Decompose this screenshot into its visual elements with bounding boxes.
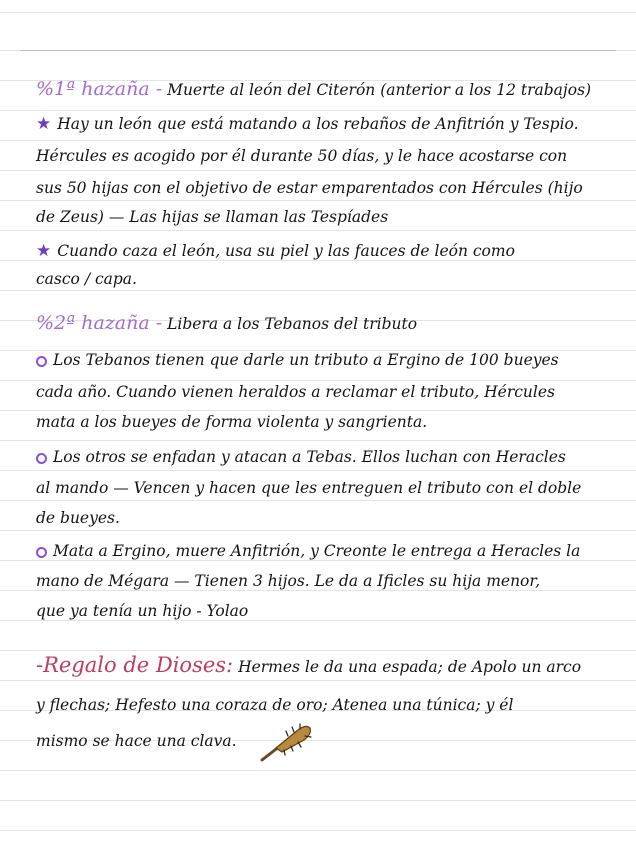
section2-bullet2-line1	[36, 446, 606, 468]
section1-bullet2-text1: Cuando caza el león, usa su piel y las fauces de león como	[57, 242, 515, 260]
section1-bullet1-line2: Hércules es acogido por él durante 50 días, y le hace acostarse con	[36, 147, 568, 165]
section1-bullet2-line1	[36, 240, 606, 262]
section1-bullet1-line1	[36, 113, 606, 135]
section2-bullet3-text1: Mata a Ergino, muere Anfitrión, y Creonte le entrega a Heracles la	[53, 542, 581, 560]
section3-line3: mismo se hace una clava.	[36, 732, 237, 750]
star-icon: ★	[36, 114, 52, 134]
section3-text1: Hermes le da una espada; de Apolo un arco	[238, 658, 582, 676]
section1-title: Muerte al león del Citerón (anterior a los 12 trabajos)	[167, 81, 592, 99]
club-icon	[258, 720, 314, 764]
section2-heading: %2ª hazaña -	[36, 312, 163, 334]
circle-bullet-icon	[36, 356, 47, 367]
section2-title: Libera a los Tebanos del tributo	[167, 315, 418, 333]
section3-heading: -Regalo de Dioses:	[36, 653, 234, 677]
circle-bullet-icon	[36, 453, 47, 464]
section2-bullet1-line1	[36, 349, 606, 371]
section2-bullet2-line2: al mando — Vencen y hacen que les entreguen el tributo con el doble	[36, 479, 582, 497]
section1-bullet2-line2: casco / capa.	[36, 270, 137, 288]
section2-bullet1-line3: mata a los bueyes de forma violenta y sangrienta.	[36, 413, 428, 431]
section2-bullet3-line2: mano de Mégara — Tienen 3 hijos. Le da a Ificles su hija menor,	[36, 572, 541, 590]
section2-bullet2-line3: de bueyes.	[36, 509, 120, 527]
section2-bullet1-text1: Los Tebanos tienen que darle un tributo a Ergino de 100 bueyes	[53, 351, 559, 369]
section1-heading-line	[36, 78, 606, 101]
section3-line1	[36, 654, 606, 678]
circle-bullet-icon	[36, 547, 47, 558]
section1-bullet1-text1: Hay un león que está matando a los rebaños de Anfitrión y Tespio.	[57, 115, 579, 133]
section2-bullet3-line3: que ya tenía un hijo - Yolao	[36, 602, 249, 620]
section2-bullet2-text1: Los otros se enfadan y atacan a Tebas. Ellos luchan con Heracles	[53, 448, 566, 466]
section1-bullet1-line3: sus 50 hijas con el objetivo de estar emparentados con Hércules (hijo	[36, 179, 583, 197]
top-rule	[20, 50, 616, 51]
section1-heading: %1ª hazaña -	[36, 78, 163, 100]
section2-heading-line	[36, 312, 606, 335]
section2-bullet1-line2: cada año. Cuando vienen heraldos a reclamar el tributo, Hércules	[36, 383, 555, 401]
star-icon: ★	[36, 241, 52, 261]
section3-line2: y flechas; Hefesto una coraza de oro; Atenea una túnica; y él	[36, 696, 514, 714]
section2-bullet3-line1	[36, 540, 606, 562]
section1-bullet1-line4: de Zeus) — Las hijas se llaman las Tespíades	[36, 208, 389, 226]
